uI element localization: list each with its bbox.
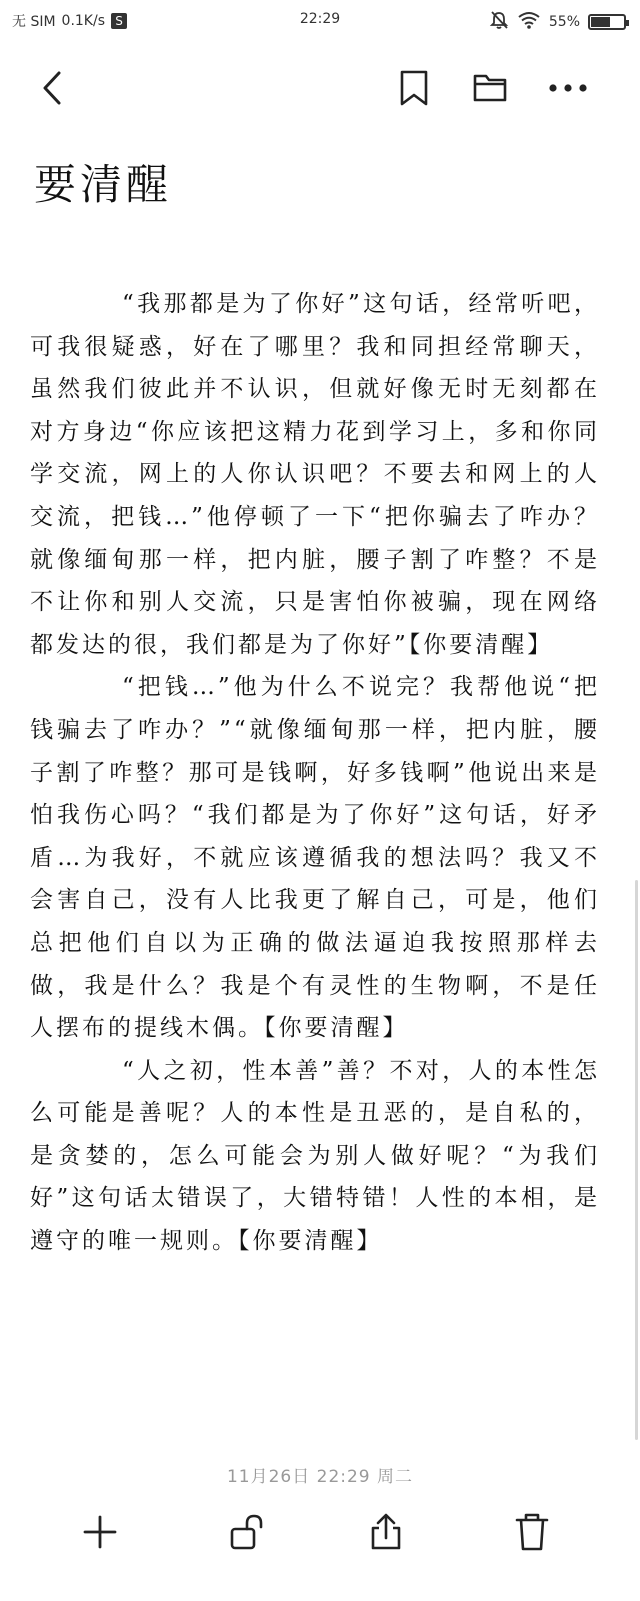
mute-icon bbox=[489, 10, 509, 34]
folder-button[interactable] bbox=[468, 66, 512, 110]
battery-fill bbox=[591, 17, 610, 27]
bookmark-button[interactable] bbox=[392, 66, 436, 110]
note-title[interactable]: 要清醒 bbox=[34, 160, 173, 209]
chevron-left-icon bbox=[37, 70, 67, 106]
trash-icon bbox=[514, 1512, 550, 1552]
battery-percent: 55% bbox=[548, 14, 580, 30]
scrollbar[interactable] bbox=[635, 880, 638, 1440]
note-body[interactable] bbox=[30, 283, 600, 1263]
more-icon bbox=[548, 83, 588, 93]
folder-icon bbox=[472, 72, 508, 104]
share-icon bbox=[369, 1513, 403, 1551]
status-right bbox=[489, 10, 626, 34]
s-badge-icon: S bbox=[111, 13, 127, 29]
back-button[interactable] bbox=[30, 66, 74, 110]
network-speed: 0.1K/s bbox=[61, 13, 106, 29]
bookmark-icon bbox=[398, 69, 430, 107]
status-bar bbox=[0, 0, 640, 40]
share-button[interactable] bbox=[362, 1508, 410, 1556]
battery-icon bbox=[588, 14, 626, 30]
unlock-icon bbox=[229, 1513, 267, 1551]
paragraph-3: “人之初，性本善”善？不对，人的本性怎么可能是善呢？人的本性是丑恶的，是自私的，是贪婪的，怎么可能会为别人做好呢？“为我们好”这句话太错误了，大错特错！人性的本相，是遵守的唯一规则。【你要清醒】 bbox=[30, 1057, 600, 1255]
paragraph-2: “把钱…”他为什么不说完？我帮他说“把钱骗去了咋办？”“就像缅甸那一样，把内脏，腰子割了咋整？那可是钱啊，好多钱啊”他说出来是怕我伤心吗？“我们都是为了你好”这句话，好矛盾…为我好，不就应该遵循我的想法吗？我又不会害自己，没有人比我更了解自己，可是，他们总把他们自以为正确的做法逼迫我按照那样去做，我是什么？我是个有灵性的生物啊，不是任人摆布的提线木偶。【你要清醒】 bbox=[30, 674, 600, 1042]
plus-icon bbox=[82, 1514, 118, 1550]
add-button[interactable] bbox=[76, 1508, 124, 1556]
note-date: 11月26日 22:29 周二 bbox=[226, 1467, 414, 1487]
carrier-label: 无 SIM bbox=[12, 14, 56, 30]
unlock-button[interactable] bbox=[224, 1508, 272, 1556]
top-toolbar bbox=[0, 48, 640, 128]
wifi-icon bbox=[517, 11, 541, 33]
bottom-toolbar bbox=[0, 1500, 640, 1570]
delete-button[interactable] bbox=[508, 1508, 556, 1556]
paragraph-1: “我那都是为了你好”这句话，经常听吧，可我很疑惑，好在了哪里？我和同担经常聊天，虽然我们彼此并不认识，但就好像无时无刻都在对方身边“你应该把这精力花到学习上，多和你同学交流，网上的人你认识吧？不要去和网上的人交流，把钱…”他停顿了一下“把你骗去了咋办？就像缅甸那一样，把内脏，腰子割了咋整？不是不让你和别人交流，只是害怕你被骗，现在网络都发达的很，我们都是为了你好”【你要清醒】 bbox=[30, 291, 600, 658]
clock: 22:29 bbox=[299, 11, 341, 27]
more-button[interactable] bbox=[546, 66, 590, 110]
